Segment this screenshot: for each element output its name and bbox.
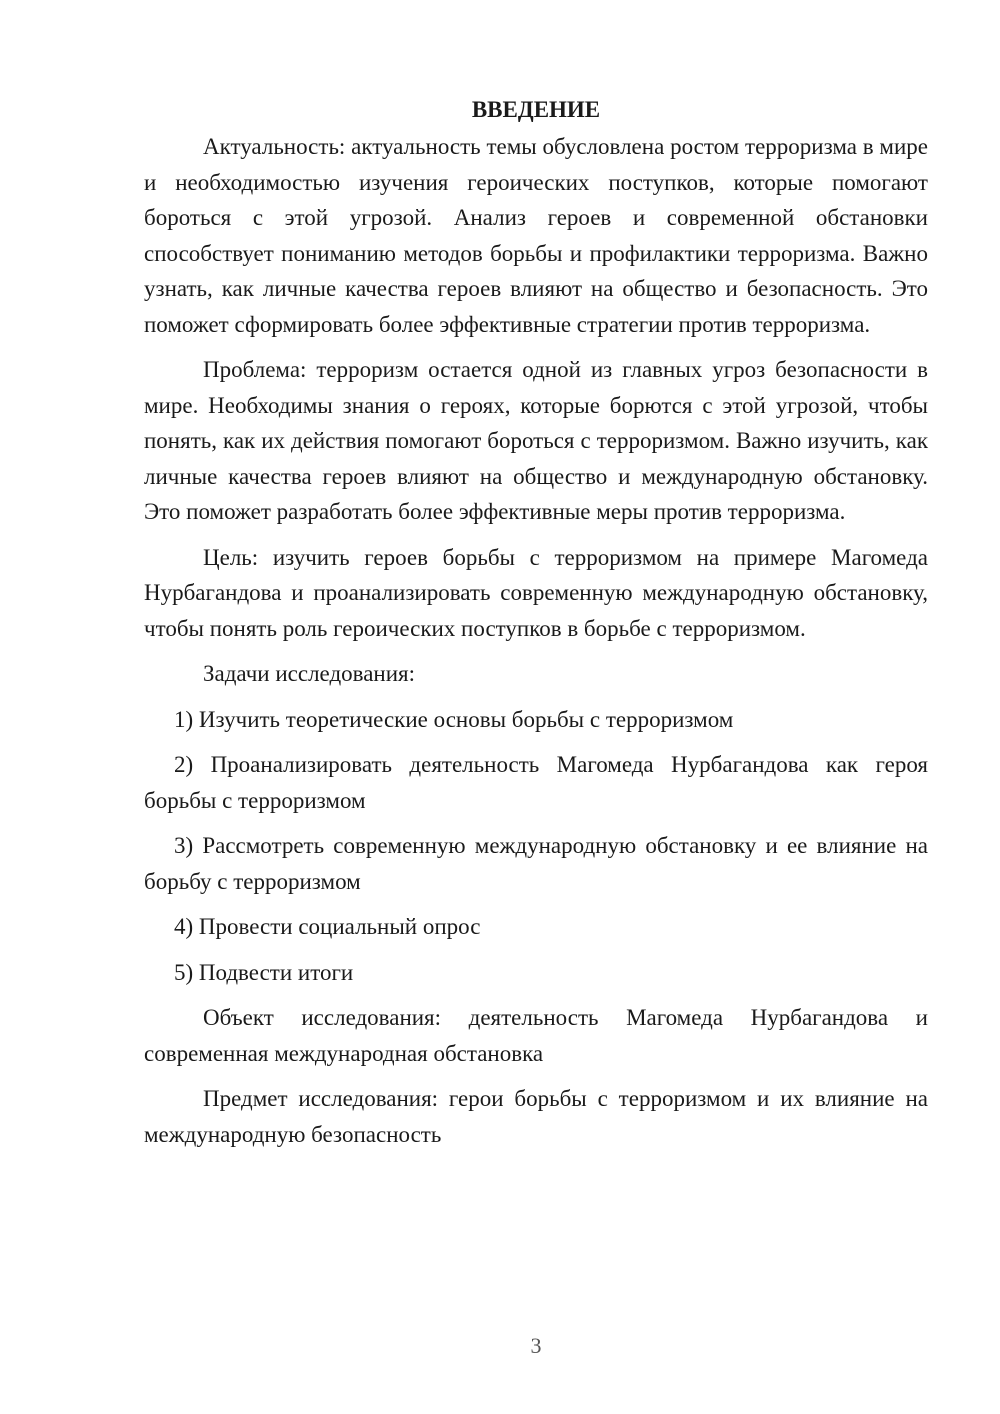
relevance-paragraph: Актуальность: актуальность темы обусловлена ростом терроризма в мире и необходимостью изучения героических поступков, которые помогают бороться с этой угрозой. Анализ героев и современной обстановки способствует пониманию методов борьбы и профилактики терроризма. Важно узнать, как личные качества героев влияют на общество и безопасность. Это поможет сформировать более эффективные стратегии против терроризма. [144, 134, 928, 337]
page-number: 3 [530, 1333, 542, 1358]
page-content [144, 92, 928, 1162]
subject-paragraph: Предмет исследования: герои борьбы с терроризмом и их влияние на международную безопасность [144, 1086, 928, 1147]
goal-paragraph: Цель: изучить героев борьбы с терроризмом на примере Магомеда Нурбагандова и проанализировать современную международную обстановку, чтобы понять роль героических поступков в борьбе с терроризмом. [144, 544, 928, 641]
task-item-4: 4) Провести социальный опрос [174, 914, 481, 939]
task-item-1: 1) Изучить теоретические основы борьбы с терроризмом [174, 706, 734, 732]
tasks-heading: Задачи исследования: [203, 661, 416, 686]
task-item-5: 5) Подвести итоги [174, 959, 354, 985]
object-paragraph: Объект исследования: деятельность Магомеда Нурбагандова и современная международная обстановка [144, 1005, 928, 1066]
problem-paragraph: Проблема: терроризм остается одной из главных угроз безопасности в мире. Необходимы знания о героях, которые борются с этой угрозой, чтобы понять, как их действия помогают бороться с терроризмом. Важно изучить, как личные качества героев влияют на общество и международную обстановку. Это поможет разработать более эффективные меры против терроризма. [144, 357, 928, 524]
task-item-3: 3) Рассмотреть современную международную обстановку и ее влияние на борьбу с терроризмом [144, 833, 928, 894]
task-item-2: 2) Проанализировать деятельность Магомеда Нурбагандова как героя борьбы с терроризмом [144, 752, 928, 813]
page-title: ВВЕДЕНИЕ [471, 97, 601, 122]
